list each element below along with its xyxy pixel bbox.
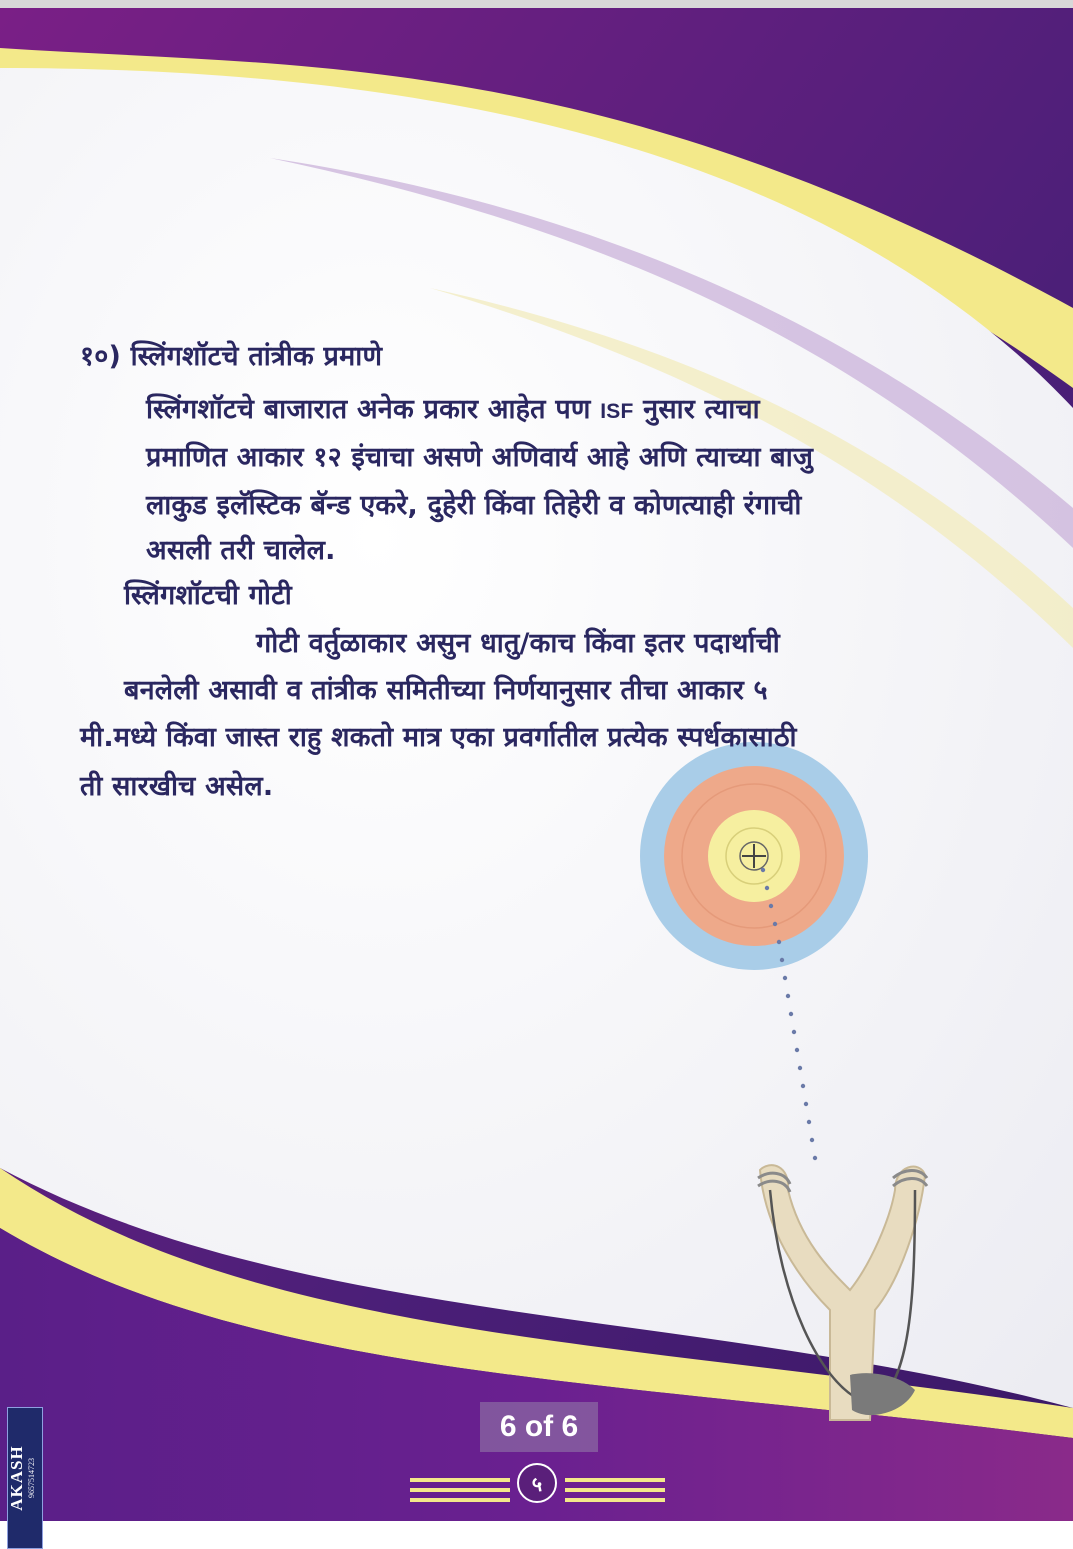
page-counter: 6 of 6	[480, 1402, 598, 1452]
brand-name: AKASH	[7, 1445, 26, 1511]
brand-logo	[7, 1407, 43, 1549]
paragraph1-line1	[146, 389, 760, 426]
paragraph1-line1-part1: स्लिंगशॉटचे बाजारात अनेक प्रकार आहेत पण	[146, 394, 591, 425]
brand-phone: 9657514723	[27, 1458, 36, 1498]
paragraph2-line1: गोटी वर्तुळाकार असुन धातु/काच किंवा इतर पदार्थाची	[256, 628, 780, 659]
paragraph2-line4: ती सारखीच असेल.	[80, 771, 274, 802]
page-number: ५	[517, 1463, 557, 1503]
paragraph1-line4: असली तरी चालेल.	[146, 535, 336, 566]
paragraph2-line3: मी.मध्ये किंवा जास्त राहु शकतो मात्र एका प्रवर्गातील प्रत्येक स्पर्धकासाठी	[80, 722, 797, 753]
paragraph2-line2: बनलेली असावी व तांत्रीक समितीच्या निर्णयानुसार तीचा आकार ५	[124, 675, 768, 706]
paragraph1-line1-part2: नुसार त्याचा	[643, 394, 760, 425]
isf-abbreviation: ISF	[600, 400, 634, 423]
paragraph1-line2: प्रमाणित आकार १२ इंचाचा असणे अणिवार्य आहे अणि त्याच्या बाजु	[146, 442, 814, 473]
subheading: स्लिंगशॉटची गोटी	[124, 580, 292, 611]
section-heading: १०) स्लिंगशॉटचे तांत्रीक प्रमाणे	[80, 341, 383, 372]
paragraph1-line3: लाकुड इलॅस्टिक बॅन्ड एकरे, दुहेरी किंवा तिहेरी व कोणत्याही रंगाची	[146, 490, 802, 521]
